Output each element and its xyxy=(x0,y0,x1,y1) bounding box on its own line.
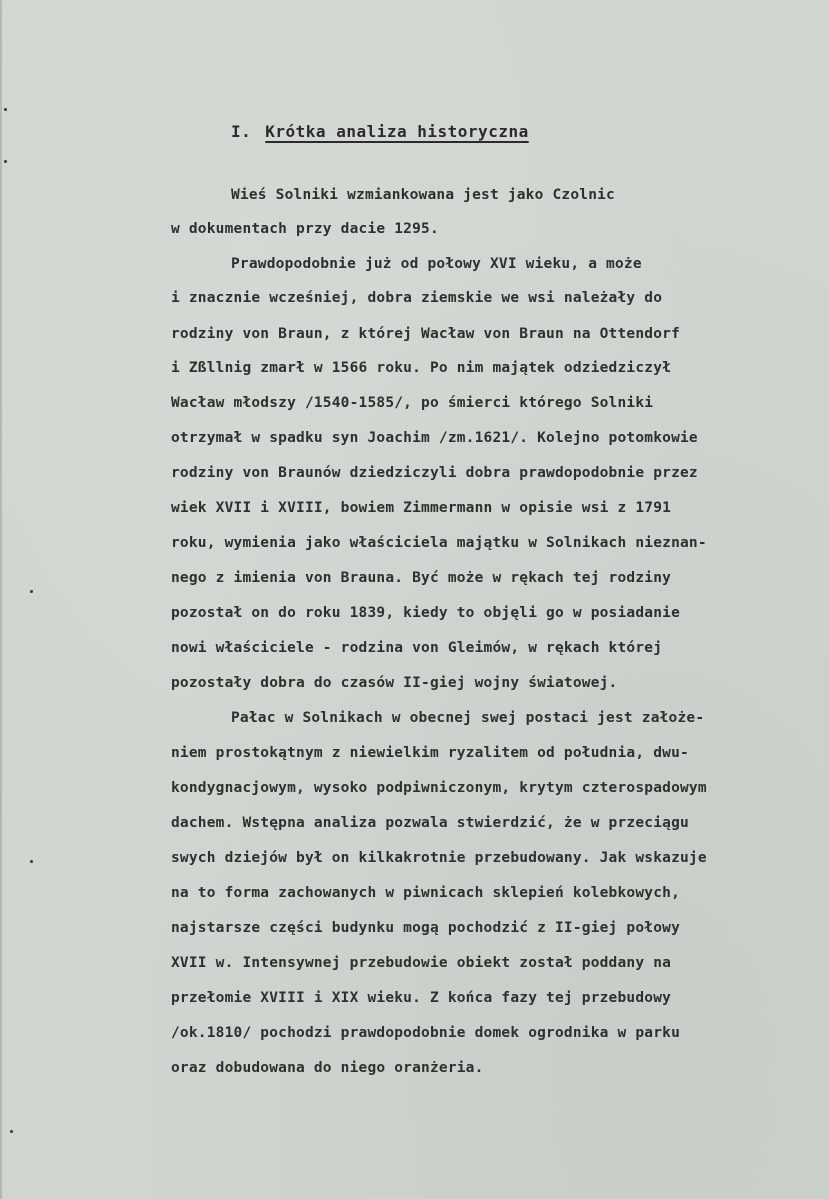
text-line: przełomie XVIII i XIX wieku. Z końca fazy tej przebudowy xyxy=(171,990,672,1006)
text-line: Wacław młodszy /1540-1585/, po śmierci którego Solniki xyxy=(171,395,654,411)
text-line: nowi właściciele - rodzina von Gleimów, w rękach której xyxy=(171,640,663,656)
text-line: XVII w. Intensywnej przebudowie obiekt został poddany na xyxy=(171,955,672,971)
text-line: Wieś Solniki wzmiankowana jest jako Czolnic xyxy=(231,187,615,203)
text-line: i znacznie wcześniej, dobra ziemskie we wsi należały do xyxy=(171,290,663,306)
text-line: niem prostokątnym z niewielkim ryzalitem od południa, dwu- xyxy=(171,745,689,761)
text-line: pozostał on do roku 1839, kiedy to objęli go w posiadanie xyxy=(171,605,680,621)
text-line: w dokumentach przy dacie 1295. xyxy=(171,221,439,237)
text-line: i Zßllnig zmarł w 1566 roku. Po nim majątek odziedziczył xyxy=(171,360,672,376)
text-line: Prawdopodobnie już od połowy XVI wieku, a może xyxy=(231,256,642,272)
text-line: pozostały dobra do czasów II-giej wojny światowej. xyxy=(171,675,618,691)
text-line: wiek XVII i XVIII, bowiem Zimmermann w opisie wsi z 1791 xyxy=(171,500,672,516)
text-line: najstarsze części budynku mogą pochodzić z II-giej połowy xyxy=(171,920,680,936)
margin-mark xyxy=(10,1130,13,1133)
margin-mark xyxy=(4,108,7,111)
section-title-text: Krótka analiza historyczna xyxy=(265,122,529,141)
text-line: /ok.1810/ pochodzi prawdopodobnie domek ogrodnika w parku xyxy=(171,1025,680,1041)
section-title xyxy=(231,122,529,141)
text-line: kondygnacjowym, wysoko podpiwniczonym, krytym czterospadowym xyxy=(171,780,707,796)
text-line: swych dziejów był on kilkakrotnie przebudowany. Jak wskazuje xyxy=(171,850,707,866)
text-line: otrzymał w spadku syn Joachim /zm.1621/. Kolejno potomkowie xyxy=(171,430,698,446)
section-number: I. xyxy=(231,122,252,141)
text-line: roku, wymienia jako właściciela majątku w Solnikach nieznan- xyxy=(171,535,707,551)
margin-mark xyxy=(30,860,33,863)
text-line: dachem. Wstępna analiza pozwala stwierdzić, że w przeciągu xyxy=(171,815,689,831)
text-line: rodziny von Braunów dziedziczyli dobra prawdopodobnie przez xyxy=(171,465,698,481)
text-line: na to forma zachowanych w piwnicach sklepień kolebkowych, xyxy=(171,885,680,901)
text-line: rodziny von Braun, z której Wacław von Braun na Ottendorf xyxy=(171,326,680,342)
margin-mark xyxy=(4,160,7,163)
margin-mark xyxy=(30,590,33,593)
text-line: oraz dobudowana do niego oranżeria. xyxy=(171,1060,484,1076)
text-line: Pałac w Solnikach w obecnej swej postaci jest założe- xyxy=(231,710,705,726)
text-line: nego z imienia von Brauna. Być może w rękach tej rodziny xyxy=(171,570,672,586)
